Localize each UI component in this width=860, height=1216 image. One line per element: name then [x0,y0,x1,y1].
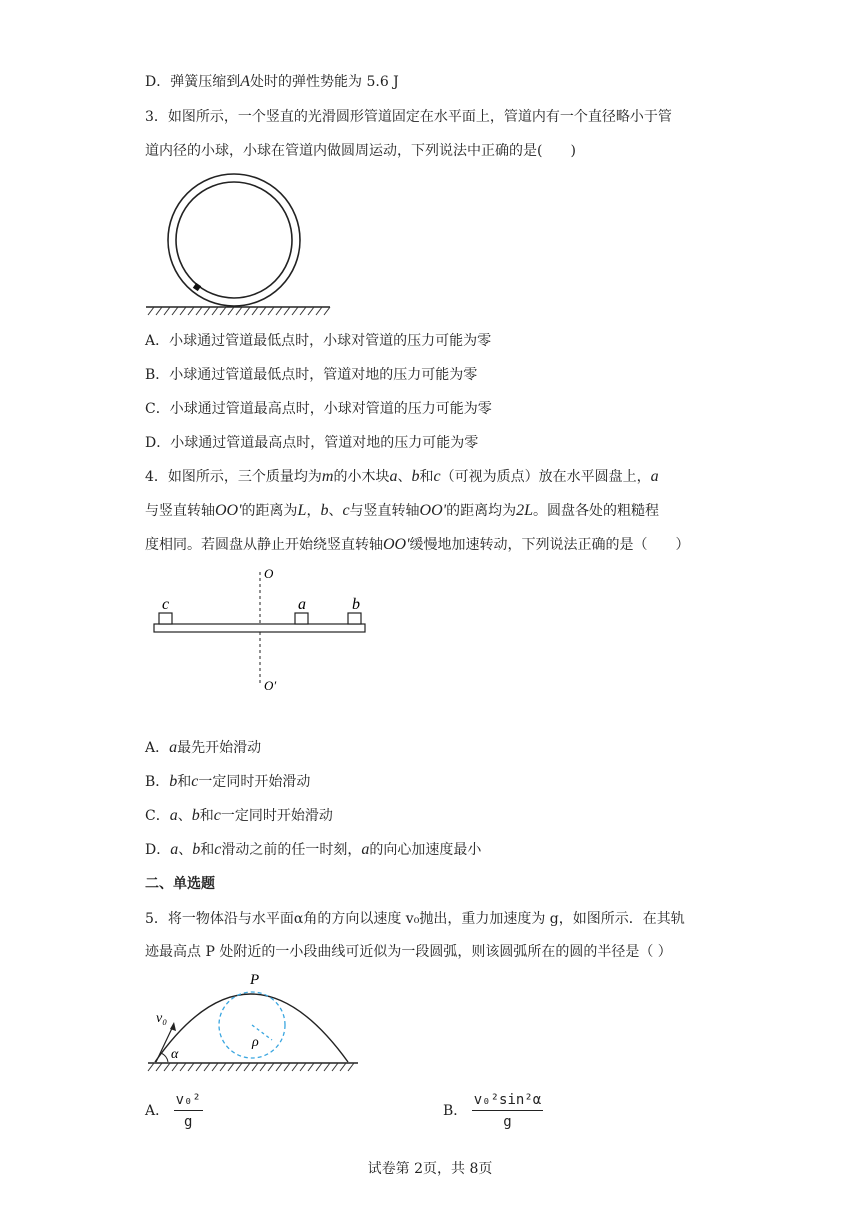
disc-bar [154,624,365,632]
var-a: a [170,841,179,858]
trajectory-curve [155,994,348,1062]
var-c: c [213,807,221,824]
q4-option-c [145,806,333,826]
denominator: g [184,1114,193,1130]
text: 和 [177,774,192,790]
option-text-post: 处时的弹性势能为 5.6 J [250,74,399,90]
var-a: a [389,468,398,485]
denominator: g [503,1114,512,1130]
text: 。圆盘各处的粗糙程 [532,503,659,519]
fraction [174,1092,203,1130]
text: 的距离均为 [446,503,517,519]
text: 和 [200,842,215,858]
q3-option-b: B．小球通过管道最低点时，管道对地的压力可能为零 [145,367,478,383]
section-title: 二、单选题 [145,876,215,892]
text: 一定同时开始滑动 [198,774,311,790]
pipe-outer-circle [168,174,300,306]
text: 与竖直转轴 [145,503,215,519]
q4-stem-line2 [145,501,659,521]
text: ， [306,503,321,519]
q3-option-d: D．小球通过管道最高点时，管道对地的压力可能为零 [145,435,479,451]
text: 、 [178,842,193,858]
text: 4．如图所示，三个质量均为 [145,469,322,485]
ground-hatching [148,1063,354,1071]
var-a: a [169,739,178,756]
q4-option-a [145,738,261,758]
pipe-inner-circle [176,182,292,298]
text: 的向心加速度最小 [369,842,482,858]
option-label: C． [145,808,170,824]
option-label: B． [145,774,170,790]
var-b: b [192,841,201,858]
var-b: b [411,468,420,485]
text: 滑动之前的任一时刻， [221,842,362,858]
text: 缓慢地加速转动，下列说法正确的是（ ） [409,537,690,553]
q4-stem-line1 [145,467,659,487]
var-c: c [214,841,222,858]
numerator: v₀²sin²α [472,1092,543,1111]
text: 与竖直转轴 [349,503,420,519]
var-c: c [191,773,199,790]
option-label: D． [145,74,171,90]
q3-stem-line1: 3．如图所示，一个竖直的光滑圆形管道固定在水平面上，管道内有一个直径略小于管 [145,109,672,125]
block-a [295,613,308,624]
text: 最先开始滑动 [177,740,262,756]
option-text-pre: 弹簧压缩到 [170,74,241,90]
var-c: c [433,468,441,485]
text: 的小木块 [333,469,390,485]
q3-option-a: A．小球通过管道最低点时，小球对管道的压力可能为零 [145,333,492,349]
label-b: b [352,596,360,613]
text: 、 [397,469,412,485]
label-c: c [162,596,170,613]
page-footer: 试卷第 2页，共 8页 [367,1161,493,1177]
text: 一定同时开始滑动 [220,808,333,824]
text: （可视为质点）放在水平圆盘上， [440,469,651,485]
var-A: A [240,73,251,90]
angle-arc [161,1053,168,1062]
option-label: A． [145,740,170,756]
ground-hatching [148,307,330,315]
var-m: m [321,468,334,485]
q4-option-d [145,840,481,860]
var-b: b [320,502,329,519]
label-P: P [250,972,260,988]
q5-option-b [443,1092,543,1130]
option-label: A． [145,1103,170,1119]
q3-option-c: C．小球通过管道最高点时，小球对管道的压力可能为零 [145,401,492,417]
var-b: b [191,807,200,824]
var-a: a [361,841,370,858]
var-a: a [169,807,178,824]
option-label: B． [443,1103,468,1119]
fraction [472,1092,543,1130]
text: 度相同。若圆盘从静止开始绕竖直转轴 [145,537,383,553]
text: 和 [419,469,434,485]
var-L: L [297,502,307,519]
q5-stem-line2: 迹最高点 P 处附近的一小段曲线可近似为一段圆弧，则该圆弧所在的圆的半径是（ ） [145,944,672,960]
q4-disc-figure [150,562,375,697]
q5-option-a [145,1092,203,1130]
q5-stem-line1: 5．将一物体沿与水平面α角的方向以速度 v₀抛出，重力加速度为 g，如图所示．在其轨 [145,911,685,927]
label-alpha: α [171,1047,179,1062]
text: 和 [199,808,214,824]
q5-projectile-figure [140,968,370,1080]
var-2L: 2L [516,502,533,519]
ball-marker [193,283,201,291]
block-b [348,613,361,624]
q4-stem-line3 [145,535,690,555]
text: 、 [177,808,192,824]
var-axis: OO' [215,502,242,519]
var-c: c [342,502,350,519]
text: 的距离为 [241,503,298,519]
label-O-prime: O′ [264,678,277,693]
block-c [159,613,172,624]
var-axis: OO' [419,502,447,519]
text: 、 [328,503,343,519]
var-axis: OO' [383,536,410,553]
q2-option-d [145,72,399,92]
label-rho: ρ [252,1035,259,1050]
label-v0: v₀ [156,1011,168,1026]
q3-stem-line2: 道内径的小球，小球在管道内做圆周运动，下列说法中正确的是( ) [145,143,576,159]
q3-pipe-figure [140,170,340,320]
label-a: a [298,596,306,613]
option-label: D． [145,842,171,858]
var-b: b [169,773,178,790]
numerator: v₀² [174,1092,203,1111]
var-a: a [650,468,659,485]
q4-option-b [145,772,310,792]
label-O: O [264,566,274,581]
